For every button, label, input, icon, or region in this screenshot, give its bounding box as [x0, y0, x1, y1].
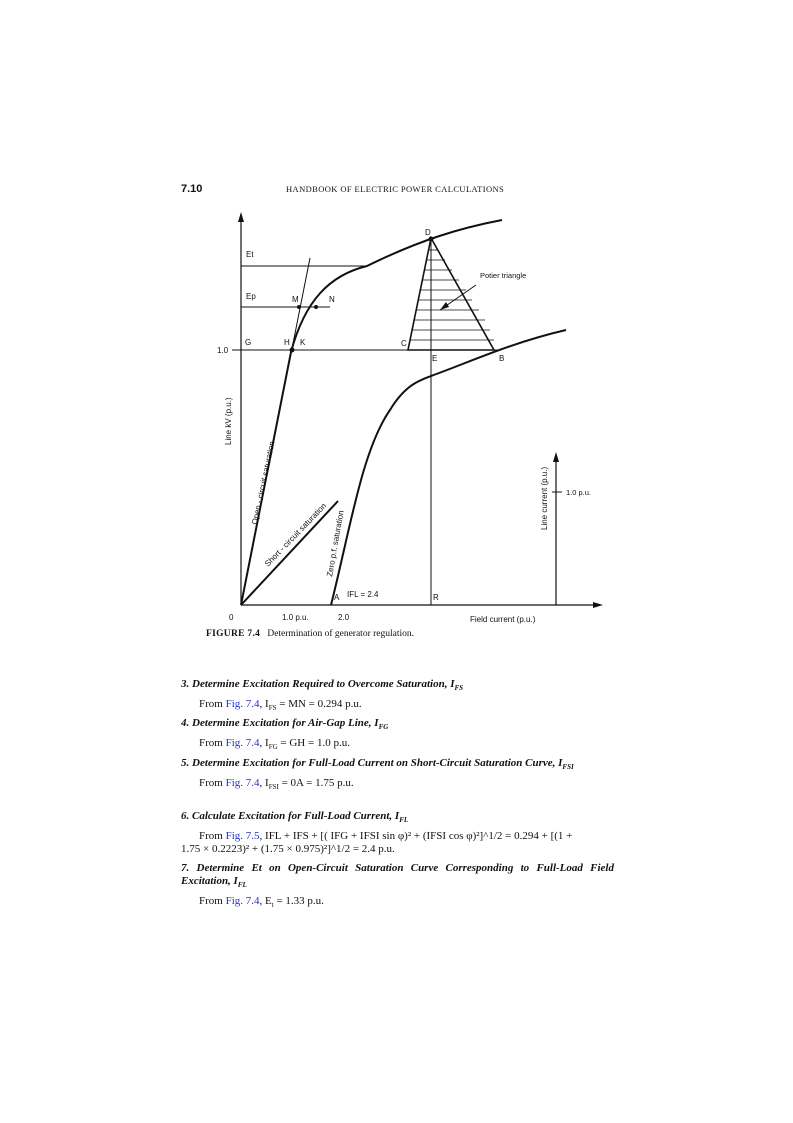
- fig-7-4-link[interactable]: Fig. 7.4: [225, 777, 260, 790]
- caption-label: FIGURE 7.4: [206, 629, 261, 639]
- x-tick-1: 1.0 p.u.: [282, 613, 309, 622]
- label-r: R: [433, 593, 439, 602]
- label-k: K: [300, 338, 306, 347]
- running-header: HANDBOOK OF ELECTRIC POWER CALCULATIONS: [286, 184, 505, 194]
- fig-7-5-link[interactable]: Fig. 7.5: [225, 830, 260, 843]
- label-ep: Ep: [246, 292, 256, 301]
- label-e: E: [432, 354, 438, 363]
- label-h: H: [284, 338, 290, 347]
- point-d: [429, 237, 434, 242]
- potier-triangle: [408, 238, 494, 350]
- label-b: B: [499, 354, 505, 363]
- label-potier: Potier triangle: [480, 271, 527, 280]
- right-axis-tick: 1.0 p.u.: [566, 488, 592, 497]
- x-axis-label: Field current (p.u.): [470, 615, 536, 624]
- zero-pf-label: Zero p.f. saturation: [325, 509, 346, 578]
- label-m: M: [292, 295, 299, 304]
- label-et: Et: [246, 250, 254, 259]
- label-ifl: IFL = 2.4: [347, 590, 379, 599]
- page-number: 7.10: [181, 183, 203, 195]
- figure-caption: [206, 629, 414, 639]
- step-3: 3. Determine Excitation Required to Overcome Saturation, $I_{FS}$ From Fig. 7.4, $I_{FS}$ = MN = 0.294 p.u.: [181, 678, 464, 713]
- point-k: [290, 348, 295, 353]
- zero-pf-curve: [331, 330, 566, 605]
- fig-7-4-link[interactable]: Fig. 7.4: [225, 698, 260, 711]
- step-6: 6. Calculate Excitation for Full-Load Current, $I_{FL}$ From Fig. 7.5, IFL + IFS + [( IFG + IFSI sin φ)² + (IFSI cos φ)²]^1/2 = 0.294 + [(1 + 1.75 × 0.2223)² + (1.75 × 0.975)²]^1/2 = 2.4 p.u.: [181, 810, 573, 856]
- y-axis-label: Line kV (p.u.): [224, 397, 233, 445]
- fig-7-4-link[interactable]: Fig. 7.4: [225, 737, 260, 750]
- x-tick-2: 2.0: [338, 613, 350, 622]
- label-a: A: [334, 593, 340, 602]
- label-g: G: [245, 338, 252, 347]
- label-c: C: [401, 339, 407, 348]
- step-4: 4. Determine Excitation for Air-Gap Line, $I_{FG}$ From Fig. 7.4, $I_{FG}$ = GH = 1.0 p.u.: [181, 717, 389, 752]
- caption-text: Determination of generator regulation.: [267, 629, 414, 639]
- step-7-title: 7. Determine Et on Open-Circuit Saturation Curve Corresponding to Full-Load Field Excitation, I: [181, 862, 614, 887]
- short-circuit-label: Short - circuit saturation: [262, 501, 329, 569]
- label-n: N: [329, 295, 335, 304]
- origin-label: 0: [229, 613, 234, 622]
- point-n: [314, 305, 318, 309]
- fig-7-4-link[interactable]: Fig. 7.4: [225, 895, 260, 908]
- y-tick-1: 1.0: [217, 346, 229, 355]
- point-m: [297, 305, 301, 309]
- step-5-title: 5. Determine Excitation for Full-Load Current on Short-Circuit Saturation Curve, I: [181, 757, 563, 769]
- step-5: 5. Determine Excitation for Full-Load Current on Short-Circuit Saturation Curve, $I_{FSI}$ From Fig. 7.4, $I_{FSI} = 0A = 1.75$ p.u.: [181, 757, 574, 792]
- step-3-title: 3. Determine Excitation Required to Overcome Saturation, I: [181, 678, 455, 690]
- y-axis-arrow: [238, 212, 244, 222]
- step-7: 7. Determine Et on Open-Circuit Saturation Curve Corresponding to Full-Load Field Excitation, $I_{FL}$ From Fig. 7.4, $E_t = 1.33$ p.u.: [181, 862, 614, 910]
- line-current-axis-arrow: [553, 452, 559, 462]
- step-6-title: 6. Calculate Excitation for Full-Load Current, I: [181, 810, 400, 822]
- label-d: D: [425, 228, 431, 237]
- open-circuit-label: Open - circuit saturation: [250, 440, 277, 526]
- right-axis-label: Line current (p.u.): [540, 466, 549, 530]
- step-4-title: 4. Determine Excitation for Air-Gap Line, I: [181, 717, 379, 729]
- x-axis-arrow: [593, 602, 603, 608]
